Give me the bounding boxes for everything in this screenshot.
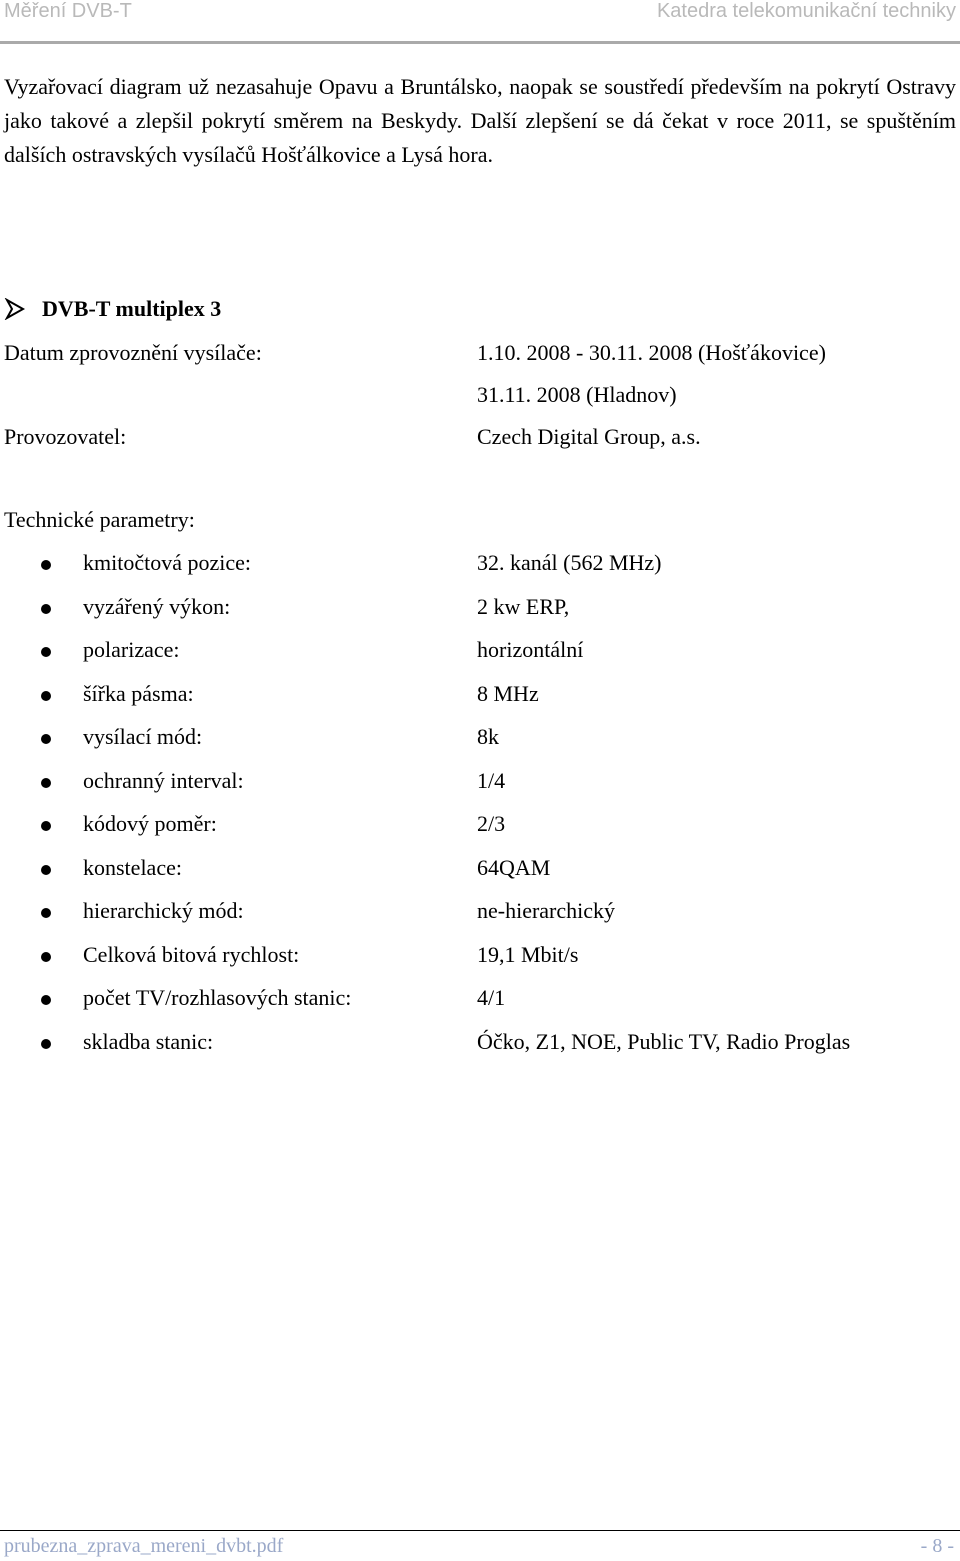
bullet-icon [41,734,51,744]
tech-params-title: Technické parametry: [4,507,195,532]
tech-param-value: 64QAM [477,855,551,880]
bullet-icon [41,908,51,918]
header-department: Katedra telekomunikační techniky [656,0,956,22]
tech-param-label: hierarchický mód: [83,898,244,923]
tech-param-value: 19,1 Mbit/s [477,942,579,967]
page-header [0,0,960,44]
tech-param-value: 8k [477,724,499,749]
tech-param-label: vysílací mód: [83,724,203,749]
bullet-icon [41,821,51,831]
page-footer [0,1530,960,1561]
date-label: Datum zprovoznění vysílače: [4,340,262,365]
bullet-icon [41,647,51,657]
tech-param-label: počet TV/rozhlasových stanic: [83,985,352,1010]
date-value-2: 31.11. 2008 (Hladnov) [477,382,677,407]
tech-param-label: kmitočtová pozice: [83,550,251,575]
page-number: - 8 - [920,1535,954,1557]
bullet-icon [41,604,51,614]
bullet-icon [41,952,51,962]
tech-param-value: 8 MHz [477,681,539,706]
tech-param-value: 2 kw ERP, [477,594,570,619]
bullet-icon [41,560,51,570]
tech-param-label: šířka pásma: [83,681,194,706]
operator-value: Czech Digital Group, a.s. [477,424,701,449]
date-value-1: 1.10. 2008 - 30.11. 2008 (Hošťákovice) [477,340,826,365]
bullet-icon [41,1039,51,1049]
bullet-icon [41,865,51,875]
bullet-icon [41,995,51,1005]
bullet-icon [41,778,51,788]
bullet-icon [41,691,51,701]
arrow-bullet-icon [4,298,26,320]
section-title: DVB-T multiplex 3 [42,296,222,321]
tech-param-value: ne-hierarchický [477,898,616,923]
tech-param-value: 1/4 [477,768,506,793]
tech-param-label: konstelace: [83,855,182,880]
tech-param-value: horizontální [477,637,584,662]
tech-param-value: 2/3 [477,811,506,836]
header-title: Měření DVB-T [4,0,132,22]
section-heading [4,296,221,322]
tech-param-value: Óčko, Z1, NOE, Public TV, Radio Proglas [477,1029,851,1054]
footer-filename: prubezna_zprava_mereni_dvbt.pdf [4,1535,284,1557]
tech-param-value: 4/1 [477,985,506,1010]
tech-param-label: vyzářený výkon: [83,594,231,619]
tech-param-label: kódový poměr: [83,811,217,836]
tech-param-label: ochranný interval: [83,768,244,793]
tech-param-value: 32. kanál (562 MHz) [477,550,662,575]
intro-paragraph: Vyzařovací diagram už nezasahuje Opavu a Bruntálsko, naopak se soustředí především na pokrytí Ostravy jako takové a zlepšil pokrytí směrem na Beskydy. Další zlepšení se dá čekat v roce 2011, se spuštěním dalších ostravských vysílačů Hošťálkovice a Lysá hora. [4,74,956,167]
tech-param-label: skladba stanic: [83,1029,214,1054]
tech-param-label: polarizace: [83,637,180,662]
tech-param-label: Celková bitová rychlost: [83,942,300,967]
operator-label: Provozovatel: [4,424,127,449]
